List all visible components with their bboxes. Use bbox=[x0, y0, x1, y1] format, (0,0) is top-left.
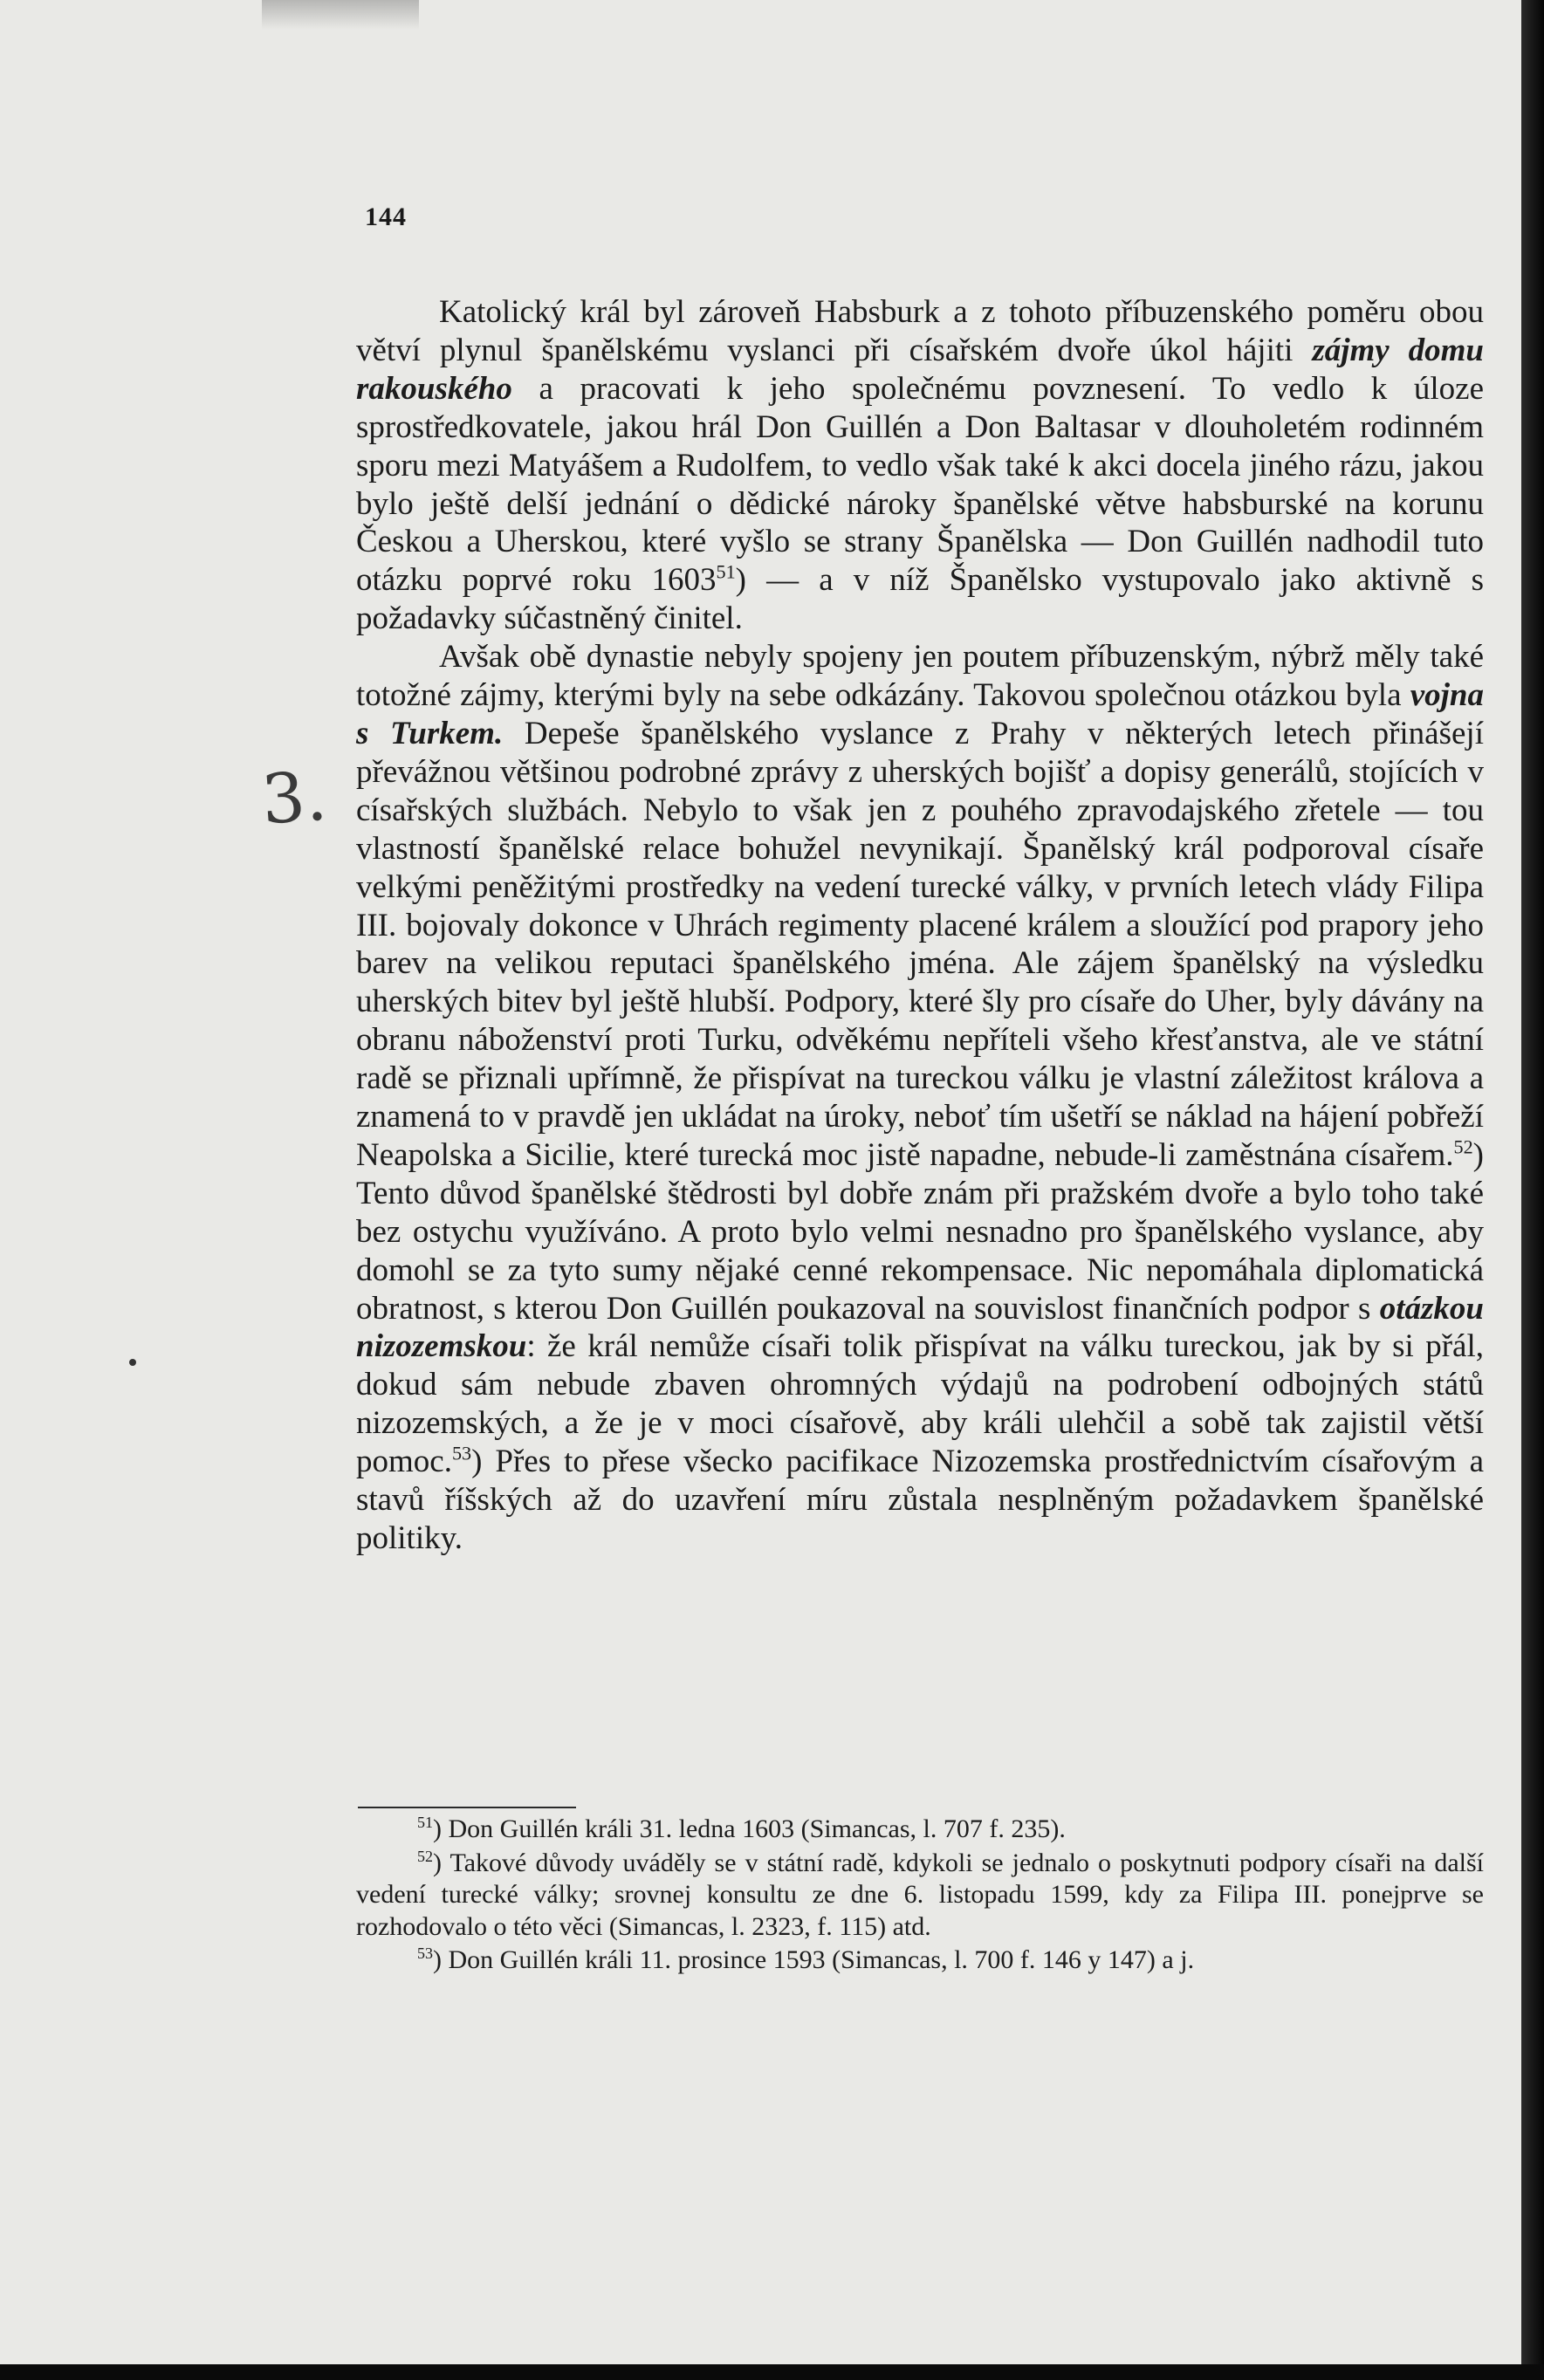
scan-smudge bbox=[262, 0, 419, 30]
footnote-ref: 51 bbox=[716, 561, 736, 584]
footnote-ref: 52 bbox=[1453, 1135, 1473, 1158]
footnotes bbox=[356, 1814, 1484, 1979]
footnote-53 bbox=[356, 1944, 1484, 1977]
text-run: ) Přes to přese všecko pacifikace Nizozemska prostřednictvím císařovým a stavů říšských až do uzavření míru zůstala nesplněným požadavkem španělské politiky. bbox=[356, 1444, 1484, 1556]
stray-mark bbox=[129, 1359, 136, 1366]
footnote-ref: 53 bbox=[451, 1442, 472, 1464]
footnote-text: ) Don Guillén králi 11. prosince 1593 (Simancas, l. 700 f. 146 y 147) a j. bbox=[433, 1945, 1195, 1974]
text-run: Avšak obě dynastie nebyly spojeny jen poutem příbuzenským, nýbrž měly také totožné zájmy, kterými byly na sebe odkázány. Takovou společnou otázkou byla bbox=[356, 639, 1484, 714]
footnote-text: ) Takové důvody uváděly se v státní radě, kdykoli se jednalo o poskytnuti podpory císaři na další vedení turecké války; srovnej konsultu ze dne 6. listopadu 1599, kdy za Filipa III. ponejprve se rozhodovalo o této věci (Simancas, l. 2323, f. 115) atd. bbox=[356, 1848, 1484, 1941]
text-run: Katolický král byl zároveň Habsburk a z tohoto příbuzenského poměru obou větví plynul španělskému vyslanci při císařském dvoře úkol hájiti bbox=[356, 294, 1484, 368]
footnote-mark: 51 bbox=[417, 1814, 433, 1831]
text-run: Depeše španělského vyslance z Prahy v některých letech přinášejí převážnou většinou podrobné zprávy z uherských bojišť a dopisy generálů, stojících v císařských službách. Nebylo to však jen z pouhého zpravodajského zřetele — tou vlastností španělské relace bohužel nevynikají. Španělský král podporoval císaře velkými peněžitými prostředky na vedení turecké války, v prvních letech vlády Filipa III. bojovaly dokonce v Uhrách regimenty placené králem a sloužící pod prapory jeho barev na velikou reputaci španělského jména. Ale zájem španělský na výsledku uherských bitev byl ještě hlubší. Podpory, které šly pro císaře do Uher, byly dávány na obranu náboženství proti Turku, odvěkému nepříteli všeho křesťanstva, ale ve státní radě se přiznali upřímně, že přispívat na tureckou válku je vlastní záležitost králova a znamená to v pravdě jen ukládat na úroky, neboť tím ušetří se náklad na hájení pobřeží Neapolska a Sicilie, které turecká moc jistě napadne, nebude-li zaměstnána císařem. bbox=[356, 715, 1484, 1173]
footnote-text: ) Don Guillén králi 31. ledna 1603 (Simancas, l. 707 f. 235). bbox=[433, 1814, 1066, 1843]
emphasis-text: zájmy domu rakouského bbox=[356, 332, 1484, 407]
text-run: a pracovati k jeho společnému povznesení. To vedlo k úloze sprostředkovatele, jakou hrál Don Guillén a Don Baltasar v dlouholetém rodinném sporu mezi Matyášem a Rudolfem, to vedlo však také k akci docela jiného rázu, jakou bylo ještě delší jednání o dědické nároky španělské větve habsburské na korunu Českou a Uherskou, které vyšlo se strany Španělska — Don Guillén nadhodil tuto otázku poprvé roku 1603 bbox=[356, 370, 1484, 599]
footnote-mark: 52 bbox=[417, 1847, 433, 1865]
paragraph-1 bbox=[356, 293, 1484, 638]
paragraph-2 bbox=[356, 638, 1484, 1558]
emphasis-text: otázkou nizozemskou bbox=[356, 1290, 1484, 1365]
footnote-divider bbox=[358, 1807, 576, 1808]
text-run: ) — a v níž Španělsko vystupovalo jako aktivně s požadavky súčastněný činitel. bbox=[356, 562, 1484, 637]
emphasis-text: vojna s Turkem. bbox=[356, 677, 1484, 751]
footnote-52 bbox=[356, 1848, 1484, 1944]
page-number: 144 bbox=[365, 202, 407, 231]
body-text bbox=[356, 293, 1484, 1558]
text-run: ) Tento důvod španělské štědrosti byl dobře znám při pražském dvoře a bylo toho také bez ostychu využíváno. A proto bylo velmi nesnadno pro španělského vyslance, aby domohl se za tyto sumy nějaké cenné rekompensace. Nic nepomáhala diplomatická obratnost, s kterou Don Guillén poukazoval na souvislost finančních podpor s bbox=[356, 1136, 1484, 1327]
text-run: : že král nemůže císaři tolik přispívat na válku tureckou, jak by si přál, dokud sám nebude zbaven ohromných výdajů na podrobení odbojných států nizozemských, a že je v moci císařově, aby králi ulehčil a sobě tak zajistil větší pomoc. bbox=[356, 1328, 1484, 1480]
scan-bottom-edge bbox=[0, 2364, 1544, 2380]
footnote-51 bbox=[356, 1814, 1484, 1846]
scan-right-edge bbox=[1521, 0, 1544, 2380]
footnote-mark: 53 bbox=[417, 1944, 433, 1962]
handwritten-margin-note: 3. bbox=[258, 757, 330, 840]
